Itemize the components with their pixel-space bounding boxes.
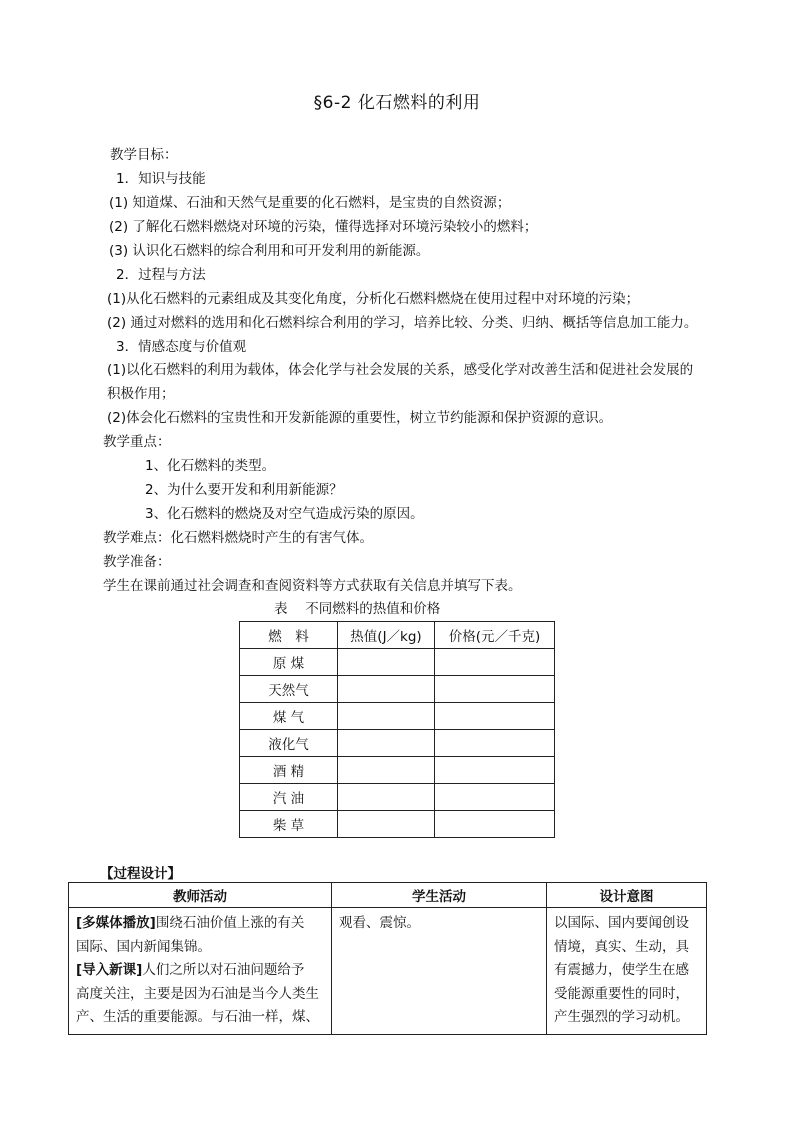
key-point-item: 3、化石燃料的燃烧及对空气造成污染的原因。: [145, 506, 424, 522]
process-design-table: [68, 882, 707, 1035]
fuel-name-cell: 原 煤: [240, 649, 338, 676]
difficulty-text: 教学难点：化石燃料燃烧时产生的有害气体。: [103, 530, 373, 546]
fuel-table-row: [240, 676, 555, 703]
process-item: (2) 通过对燃料的选用和化石燃料综合利用的学习，培养比较、分类、归纳、概括等信息加工能力。: [107, 315, 698, 331]
knowledge-item: (2) 了解化石燃料燃烧对环境的污染，懂得选择对环境污染较小的燃料；: [109, 219, 538, 235]
student-activity-header: 学生活动: [332, 883, 547, 908]
fuel-table-row: [240, 757, 555, 784]
price-cell: [435, 730, 555, 757]
fuel-table-row: [240, 811, 555, 838]
teacher-line-text: 国际、国内新闻集锦。: [76, 938, 211, 955]
price-cell: [435, 703, 555, 730]
fuel-table-caption: 表 不同燃料的热值和价格: [274, 601, 441, 617]
heat-value-column-header: 热值(J／kg): [338, 622, 435, 649]
design-intent-header: 设计意图: [547, 883, 707, 908]
teacher-activity-cell: [69, 908, 332, 1035]
teacher-line-text: 产、生活的重要能源。与石油一样，煤、: [76, 1009, 319, 1025]
attitude-item: (1)以化石燃料的利用为载体，体会化学与社会发展的关系，感受化学对改善生活和促进社会发展的: [107, 362, 694, 378]
teacher-line: [76, 959, 324, 983]
heat-value-cell: [338, 811, 435, 838]
attitude-heading: 3．情感态度与价值观: [116, 339, 247, 355]
fuel-name-cell: 天然气: [240, 676, 338, 703]
heat-value-cell: [338, 703, 435, 730]
process-table-header-row: [69, 883, 707, 908]
process-item: (1)从化石燃料的元素组成及其变化角度，分析化石燃料燃烧在使用过程中对环境的污染；: [107, 291, 640, 307]
price-cell: [435, 757, 555, 784]
intent-line: 情境，真实、生动，具: [554, 938, 689, 955]
knowledge-heading: 1．知识与技能: [116, 171, 206, 187]
fuel-column-header: 燃 料: [240, 622, 338, 649]
teacher-line: [76, 912, 324, 936]
teacher-line-text: 高度关注，主要是因为石油是当今人类生: [76, 985, 319, 1002]
key-points-heading: 教学重点：: [103, 434, 171, 450]
intro-tag: [导入新课]: [76, 962, 143, 978]
attitude-item: (2)体会化石燃料的宝贵性和开发新能源的重要性，树立节约能源和保护资源的意识。: [107, 410, 613, 426]
intent-line: 产生强烈的学习动机。: [554, 1009, 689, 1025]
fuel-name-cell: 汽 油: [240, 784, 338, 811]
price-cell: [435, 811, 555, 838]
fuel-table-row: [240, 730, 555, 757]
fuel-name-cell: 煤 气: [240, 703, 338, 730]
price-cell: [435, 676, 555, 703]
fuel-name-cell: 液化气: [240, 730, 338, 757]
process-table-row: [69, 908, 707, 1035]
teacher-line-text: 人们之所以对石油问题给予: [142, 962, 305, 978]
preparation-text: 学生在课前通过社会调查和查阅资料等方式获取有关信息并填写下表。: [103, 578, 522, 594]
heat-value-cell: [338, 649, 435, 676]
price-column-header: 价格(元／千克): [435, 622, 555, 649]
knowledge-item: (3) 认识化石燃料的综合利用和可开发利用的新能源。: [109, 243, 430, 259]
process-heading: 2．过程与方法: [116, 267, 206, 283]
knowledge-item: (1) 知道煤、石油和天然气是重要的化石燃料，是宝贵的自然资源；: [109, 195, 511, 211]
key-point-item: 2、为什么要开发和利用新能源？: [145, 482, 343, 498]
fuel-table-row: [240, 649, 555, 676]
fuel-table-header-row: [240, 622, 555, 649]
design-intent-cell: [547, 908, 707, 1035]
process-design-heading: 【过程设计】: [100, 866, 181, 882]
objectives-heading: 教学目标：: [110, 147, 178, 163]
teacher-activity-header: 教师活动: [69, 883, 332, 908]
fuel-name-cell: 酒 精: [240, 757, 338, 784]
teacher-line: [76, 1006, 324, 1030]
price-cell: [435, 649, 555, 676]
fuel-table-row: [240, 784, 555, 811]
teacher-line: [76, 936, 324, 960]
heat-value-cell: [338, 676, 435, 703]
student-activity-cell: 观看、震惊。: [332, 908, 547, 1035]
key-point-item: 1、化石燃料的类型。: [145, 458, 276, 474]
fuel-table: [239, 621, 555, 838]
teacher-line-text: 围绕石油价值上涨的有关: [155, 915, 305, 931]
heat-value-cell: [338, 784, 435, 811]
page-title: §6-2 化石燃料的利用: [313, 93, 481, 113]
price-cell: [435, 784, 555, 811]
fuel-name-cell: 柴 草: [240, 811, 338, 838]
heat-value-cell: [338, 730, 435, 757]
intent-line: 受能源重要性的同时，: [554, 985, 689, 1002]
preparation-heading: 教学准备：: [103, 554, 171, 570]
multimedia-tag: [多媒体播放]: [76, 915, 156, 931]
fuel-table-row: [240, 703, 555, 730]
attitude-item: 积极作用；: [107, 386, 175, 402]
teacher-line: [76, 983, 324, 1007]
intent-line: 有震撼力，使学生在感: [554, 962, 689, 978]
intent-line: 以国际、国内要闻创设: [554, 915, 689, 931]
heat-value-cell: [338, 757, 435, 784]
